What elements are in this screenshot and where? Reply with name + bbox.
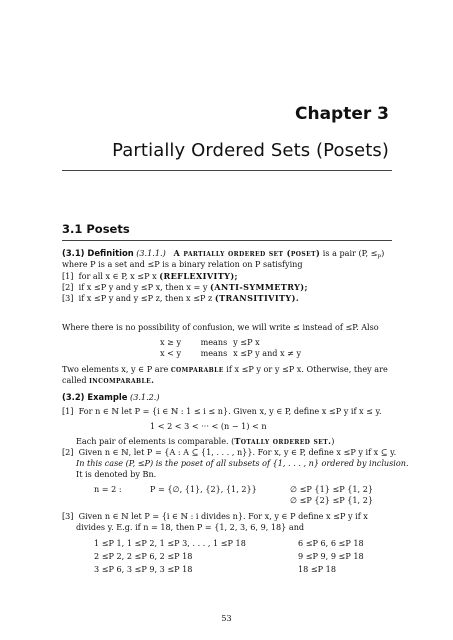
example-ref: (3.1.2.) bbox=[130, 392, 160, 402]
example-label: (3.2) Example bbox=[62, 392, 128, 402]
definition-ref: (3.1.1.) bbox=[136, 248, 166, 258]
example-3-row-2b: 9 ≤P 9, 9 ≤P 18 bbox=[298, 551, 364, 561]
definition-sub: P bbox=[377, 254, 382, 261]
example-1-chain: 1 < 2 < 3 < ··· < (n − 1) < n bbox=[150, 421, 267, 431]
example-3-row-2a: 2 ≤P 2, 2 ≤P 6, 2 ≤P 18 bbox=[94, 551, 193, 561]
example-2-text: Given n ∈ ℕ, let P = {A : A ⊆ {1, . . . , n}}. For x, y ∈ P, define x ≤P y if x ⊆ y. bbox=[78, 447, 397, 457]
called-text: called bbox=[62, 375, 87, 385]
comparable-term: comparable bbox=[170, 364, 224, 374]
section-title: 3.1 Posets bbox=[62, 222, 130, 236]
example-3-line-2: divides y. E.g. if n = 18, then P = {1, 2, 3, 6, 9, 18} and bbox=[76, 522, 305, 532]
example-2-relation-1: ∅ ≤P {1} ≤P {1, 2} bbox=[290, 484, 373, 494]
page-number: 53 bbox=[221, 614, 232, 623]
example-heading bbox=[62, 392, 160, 403]
notation-rhs: y ≤P x bbox=[233, 337, 260, 347]
example-3-text: Given n ∈ ℕ let P = {i ∈ ℕ : i divides n}. For x, y ∈ P define x ≤P y if x bbox=[78, 511, 368, 521]
chapter-rule bbox=[62, 170, 392, 171]
example-2-n: n = 2 : bbox=[94, 484, 122, 494]
notation-row-2 bbox=[160, 348, 301, 359]
totally-ordered-term: Totally ordered set. bbox=[234, 436, 332, 446]
comparable-text-b: if x ≤P y or y ≤P x. Otherwise, they are bbox=[226, 364, 388, 374]
definition-line-2: where P is a set and ≤P is a binary relation on P satisfying bbox=[62, 259, 303, 269]
definition-term: A partially ordered set (poset) bbox=[173, 248, 321, 258]
example-1-text: For n ∈ ℕ let P = {i ∈ ℕ : 1 ≤ i ≤ n}. Given x, y ∈ P, define x ≤P y if x ≤ y. bbox=[78, 406, 382, 416]
example-3-line-1 bbox=[62, 511, 368, 522]
definition-item-2 bbox=[62, 282, 308, 293]
example-2-line-3: It is denoted by Bn. bbox=[76, 469, 157, 479]
example-3-row-1a: 1 ≤P 1, 1 ≤P 2, 1 ≤P 3, . . . , 1 ≤P 18 bbox=[94, 538, 246, 548]
example-3-row-1b: 6 ≤P 6, 6 ≤P 18 bbox=[298, 538, 364, 548]
example-1-note-close: ) bbox=[331, 436, 335, 446]
notation-means: means bbox=[200, 348, 228, 358]
chapter-title: Partially Ordered Sets (Posets) bbox=[112, 140, 389, 161]
notation-intro: Where there is no possibility of confusion, we will write ≤ instead of ≤P. Also bbox=[62, 322, 379, 332]
notation-row-1 bbox=[160, 337, 260, 348]
example-3-row-3b: 18 ≤P 18 bbox=[298, 564, 336, 574]
example-2-relation-2: ∅ ≤P {2} ≤P {1, 2} bbox=[290, 495, 373, 505]
definition-item-3 bbox=[62, 293, 299, 304]
example-2-number: [2] bbox=[62, 447, 74, 457]
example-2-line-2: In this case (P, ≤P) is the poset of all subsets of {1, . . . , n} ordered by inclusion. bbox=[76, 458, 409, 468]
notation-lhs: x ≥ y bbox=[160, 337, 182, 347]
example-1-line-1 bbox=[62, 406, 382, 417]
example-1-note-text: Each pair of elements is comparable. ( bbox=[76, 436, 235, 446]
item-text: if x ≤P y and y ≤P x, then x = y bbox=[78, 282, 208, 292]
notation-lhs: x < y bbox=[160, 348, 182, 358]
example-3-number: [3] bbox=[62, 511, 74, 521]
definition-item-1 bbox=[62, 271, 238, 282]
definition-rest: is a pair (P, ≤ bbox=[322, 248, 378, 258]
chapter-number: Chapter 3 bbox=[294, 104, 389, 124]
section-rule bbox=[62, 240, 392, 241]
notation-means: means bbox=[200, 337, 228, 347]
example-1-number: [1] bbox=[62, 406, 74, 416]
item-number: [2] bbox=[62, 282, 74, 292]
item-text: if x ≤P y and y ≤P z, then x ≤P z bbox=[78, 293, 213, 303]
definition-rest-close: ) bbox=[381, 248, 385, 258]
item-number: [1] bbox=[62, 271, 74, 281]
item-text: for all x ∈ P, x ≤P x bbox=[78, 271, 157, 281]
item-tag: (REFLEXIVITY); bbox=[159, 271, 238, 281]
incomparable-term: incomparable. bbox=[89, 375, 155, 385]
comparable-text-a: Two elements x, y ∈ P are bbox=[62, 364, 169, 374]
example-2-set: P = {∅, {1}, {2}, {1, 2}} bbox=[150, 484, 257, 494]
comparable-line-1 bbox=[62, 364, 388, 375]
notation-rhs: x ≤P y and x ≠ y bbox=[233, 348, 302, 358]
example-2-line-1 bbox=[62, 447, 396, 458]
item-tag: (ANTI-SYMMETRY); bbox=[210, 282, 308, 292]
comparable-line-2 bbox=[62, 375, 154, 386]
item-tag: (TRANSITIVITY). bbox=[214, 293, 300, 303]
item-number: [3] bbox=[62, 293, 74, 303]
example-1-note bbox=[76, 436, 334, 447]
example-3-row-3a: 3 ≤P 6, 3 ≤P 9, 3 ≤P 18 bbox=[94, 564, 193, 574]
definition-label: (3.1) Definition bbox=[62, 248, 134, 258]
